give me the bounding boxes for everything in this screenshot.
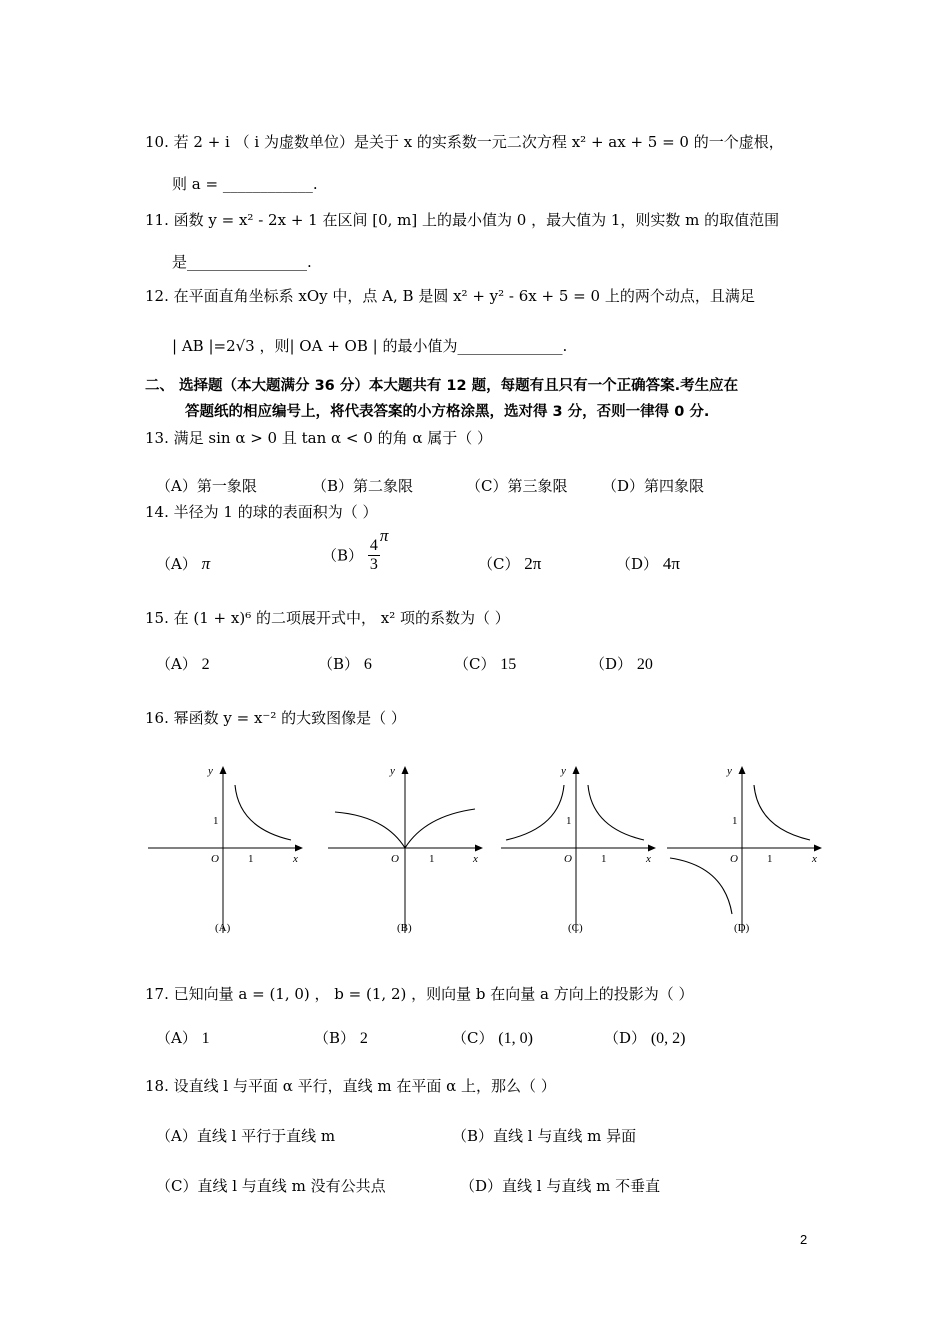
- origin-label: O: [564, 853, 572, 865]
- y-axis-label: y: [390, 765, 395, 777]
- q15-option-d: [590, 652, 653, 677]
- graph-label: (C): [568, 922, 583, 934]
- y-axis-label: y: [208, 765, 213, 777]
- q16-stem: 16. 幂函数 y = x⁻² 的大致图像是（ ）: [145, 709, 406, 727]
- q15-option-d-value: 20: [636, 656, 653, 673]
- q16-graph-a: [145, 758, 310, 938]
- q15-option-a-value: 2: [201, 656, 210, 673]
- q17-option-a: [156, 1026, 210, 1051]
- q14-option-b-fraction: [368, 537, 380, 574]
- q17-option-b: [314, 1026, 368, 1051]
- q17-option-d-value: (0, 2): [650, 1030, 686, 1047]
- q16-graph-c: [498, 758, 663, 938]
- q14-option-c-label: （C）: [478, 555, 520, 573]
- q15-option-b-value: 6: [363, 656, 372, 673]
- q17-option-a-label: （A）: [156, 1029, 197, 1047]
- q17-stem: 17. 已知向量 a = (1, 0) ， b = (1, 2) ，则向量 b 在向量 a 方向上的投影为（ ）: [145, 985, 694, 1003]
- q15-option-c-label: （C）: [454, 655, 496, 673]
- x-axis-arrow-icon: [295, 845, 303, 852]
- q18-option-a: （A）直线 l 平行于直线 m: [156, 1127, 336, 1145]
- q15-option-d-label: （D）: [590, 655, 633, 673]
- q14-option-d-value: 4π: [662, 554, 680, 573]
- x-axis-arrow-icon: [648, 845, 656, 852]
- q15-stem: 15. 在 (1 + x)⁶ 的二项展开式中， x² 项的系数为（ ）: [145, 609, 510, 627]
- q18-option-d: （D）直线 l 与直线 m 不垂直: [460, 1177, 661, 1195]
- q14-option-c: [478, 552, 541, 576]
- graph-label: (D): [734, 922, 750, 934]
- curve-right: [588, 785, 644, 840]
- curve-right: [405, 809, 475, 848]
- q11-line1: 11. 函数 y = x² - 2x + 1 在区间 [0, m] 上的最小值为 0 ，最大值为 1，则实数 m 的取值范围: [145, 211, 780, 229]
- q14-option-b-pi: π: [379, 526, 389, 545]
- x-axis-label: x: [812, 853, 817, 865]
- x-tick-1: 1: [248, 853, 254, 865]
- origin-label: O: [211, 853, 219, 865]
- q18-stem: 18. 设直线 l 与平面 α 平行，直线 m 在平面 α 上，那么（ ）: [145, 1077, 556, 1095]
- q14-stem: 14. 半径为 1 的球的表面积为（ ）: [145, 503, 378, 521]
- q15-option-a: [156, 652, 210, 677]
- x-tick-1: 1: [767, 853, 773, 865]
- q13-option-d: （D）第四象限: [602, 477, 705, 495]
- x-axis-label: x: [293, 853, 298, 865]
- q17-option-d-label: （D）: [604, 1029, 647, 1047]
- q14-option-d-label: （D）: [616, 555, 659, 573]
- q13-option-c: （C）第三象限: [466, 477, 568, 495]
- q16-graph-d: [664, 758, 829, 938]
- q17-option-a-value: 1: [201, 1030, 210, 1047]
- q14-option-b-numerator: 4: [369, 536, 378, 554]
- x-axis-arrow-icon: [814, 845, 822, 852]
- q15-option-c-value: 15: [500, 656, 517, 673]
- x-axis-label: x: [646, 853, 651, 865]
- origin-label: O: [391, 853, 399, 865]
- q14-option-a: [156, 552, 210, 576]
- q18-option-c: （C）直线 l 与直线 m 没有公共点: [156, 1177, 386, 1195]
- y-axis-arrow-icon: [220, 766, 227, 774]
- q12-line1: 12. 在平面直角坐标系 xOy 中，点 A, B 是圆 x² + y² - 6x + 5 = 0 上的两个动点，且满足: [145, 287, 755, 305]
- q10-line1: 10. 若 2 + i （ i 为虚数单位）是关于 x 的实系数一元二次方程 x² + ax + 5 = 0 的一个虚根，: [145, 133, 784, 151]
- curve-left: [506, 785, 564, 840]
- y-tick-1: 1: [566, 815, 572, 827]
- q15-option-b-label: （B）: [318, 655, 360, 673]
- graph-label: (B): [397, 922, 412, 934]
- page-number: 2: [800, 1232, 808, 1247]
- x-tick-1: 1: [429, 853, 435, 865]
- y-axis-arrow-icon: [739, 766, 746, 774]
- q17-option-c-value: (1, 0): [498, 1030, 533, 1047]
- q14-option-b: [322, 526, 388, 574]
- q14-option-d: [616, 552, 680, 576]
- q11-line2: 是________________.: [172, 253, 312, 271]
- q18-option-b: （B）直线 l 与直线 m 异面: [452, 1127, 637, 1145]
- q14-option-a-label: （A）: [156, 555, 197, 573]
- q15-option-b: [318, 652, 372, 677]
- q17-option-b-value: 2: [359, 1030, 368, 1047]
- y-axis-arrow-icon: [573, 766, 580, 774]
- q16-graph-b: [325, 758, 490, 938]
- q17-option-c: [452, 1026, 533, 1051]
- x-axis-label: x: [473, 853, 478, 865]
- q14-option-b-denominator: 3: [369, 555, 378, 573]
- section2-heading2: 答题纸的相应编号上，将代表答案的小方格涂黑，选对得 3 分，否则一律得 0 分.: [185, 404, 710, 420]
- q14-option-c-value: 2π: [524, 554, 542, 573]
- y-axis-label: y: [561, 765, 566, 777]
- origin-label: O: [730, 853, 738, 865]
- q17-option-b-label: （B）: [314, 1029, 356, 1047]
- q10-line2: 则 a = ____________.: [172, 175, 318, 193]
- y-tick-1: 1: [732, 815, 738, 827]
- x-axis-arrow-icon: [475, 845, 483, 852]
- q12-line2: | AB |=2√3 ，则| OA + OB | 的最小值为______________.: [172, 337, 568, 355]
- curve-left: [335, 812, 405, 848]
- y-axis-label: y: [727, 765, 732, 777]
- q15-option-a-label: （A）: [156, 655, 197, 673]
- q15-option-c: [454, 652, 516, 677]
- section2-heading: 二、 选择题（本大题满分 36 分）本大题共有 12 题，每题有且只有一个正确答案.考生应在: [145, 378, 739, 394]
- q13-stem: 13. 满足 sin α > 0 且 tan α < 0 的角 α 属于（ ）: [145, 429, 493, 447]
- q13-option-b: （B）第二象限: [312, 477, 414, 495]
- y-tick-1: 1: [213, 815, 219, 827]
- q17-option-c-label: （C）: [452, 1029, 494, 1047]
- curve-left: [670, 858, 732, 914]
- q14-option-a-value: π: [201, 554, 211, 573]
- curve-right: [754, 785, 810, 840]
- curve-right: [235, 785, 291, 840]
- graph-label: (A): [215, 922, 231, 934]
- q14-option-b-label: （B）: [322, 546, 364, 565]
- y-axis-arrow-icon: [402, 766, 409, 774]
- q17-option-d: [604, 1026, 685, 1051]
- q13-option-a: （A）第一象限: [156, 477, 257, 495]
- x-tick-1: 1: [601, 853, 607, 865]
